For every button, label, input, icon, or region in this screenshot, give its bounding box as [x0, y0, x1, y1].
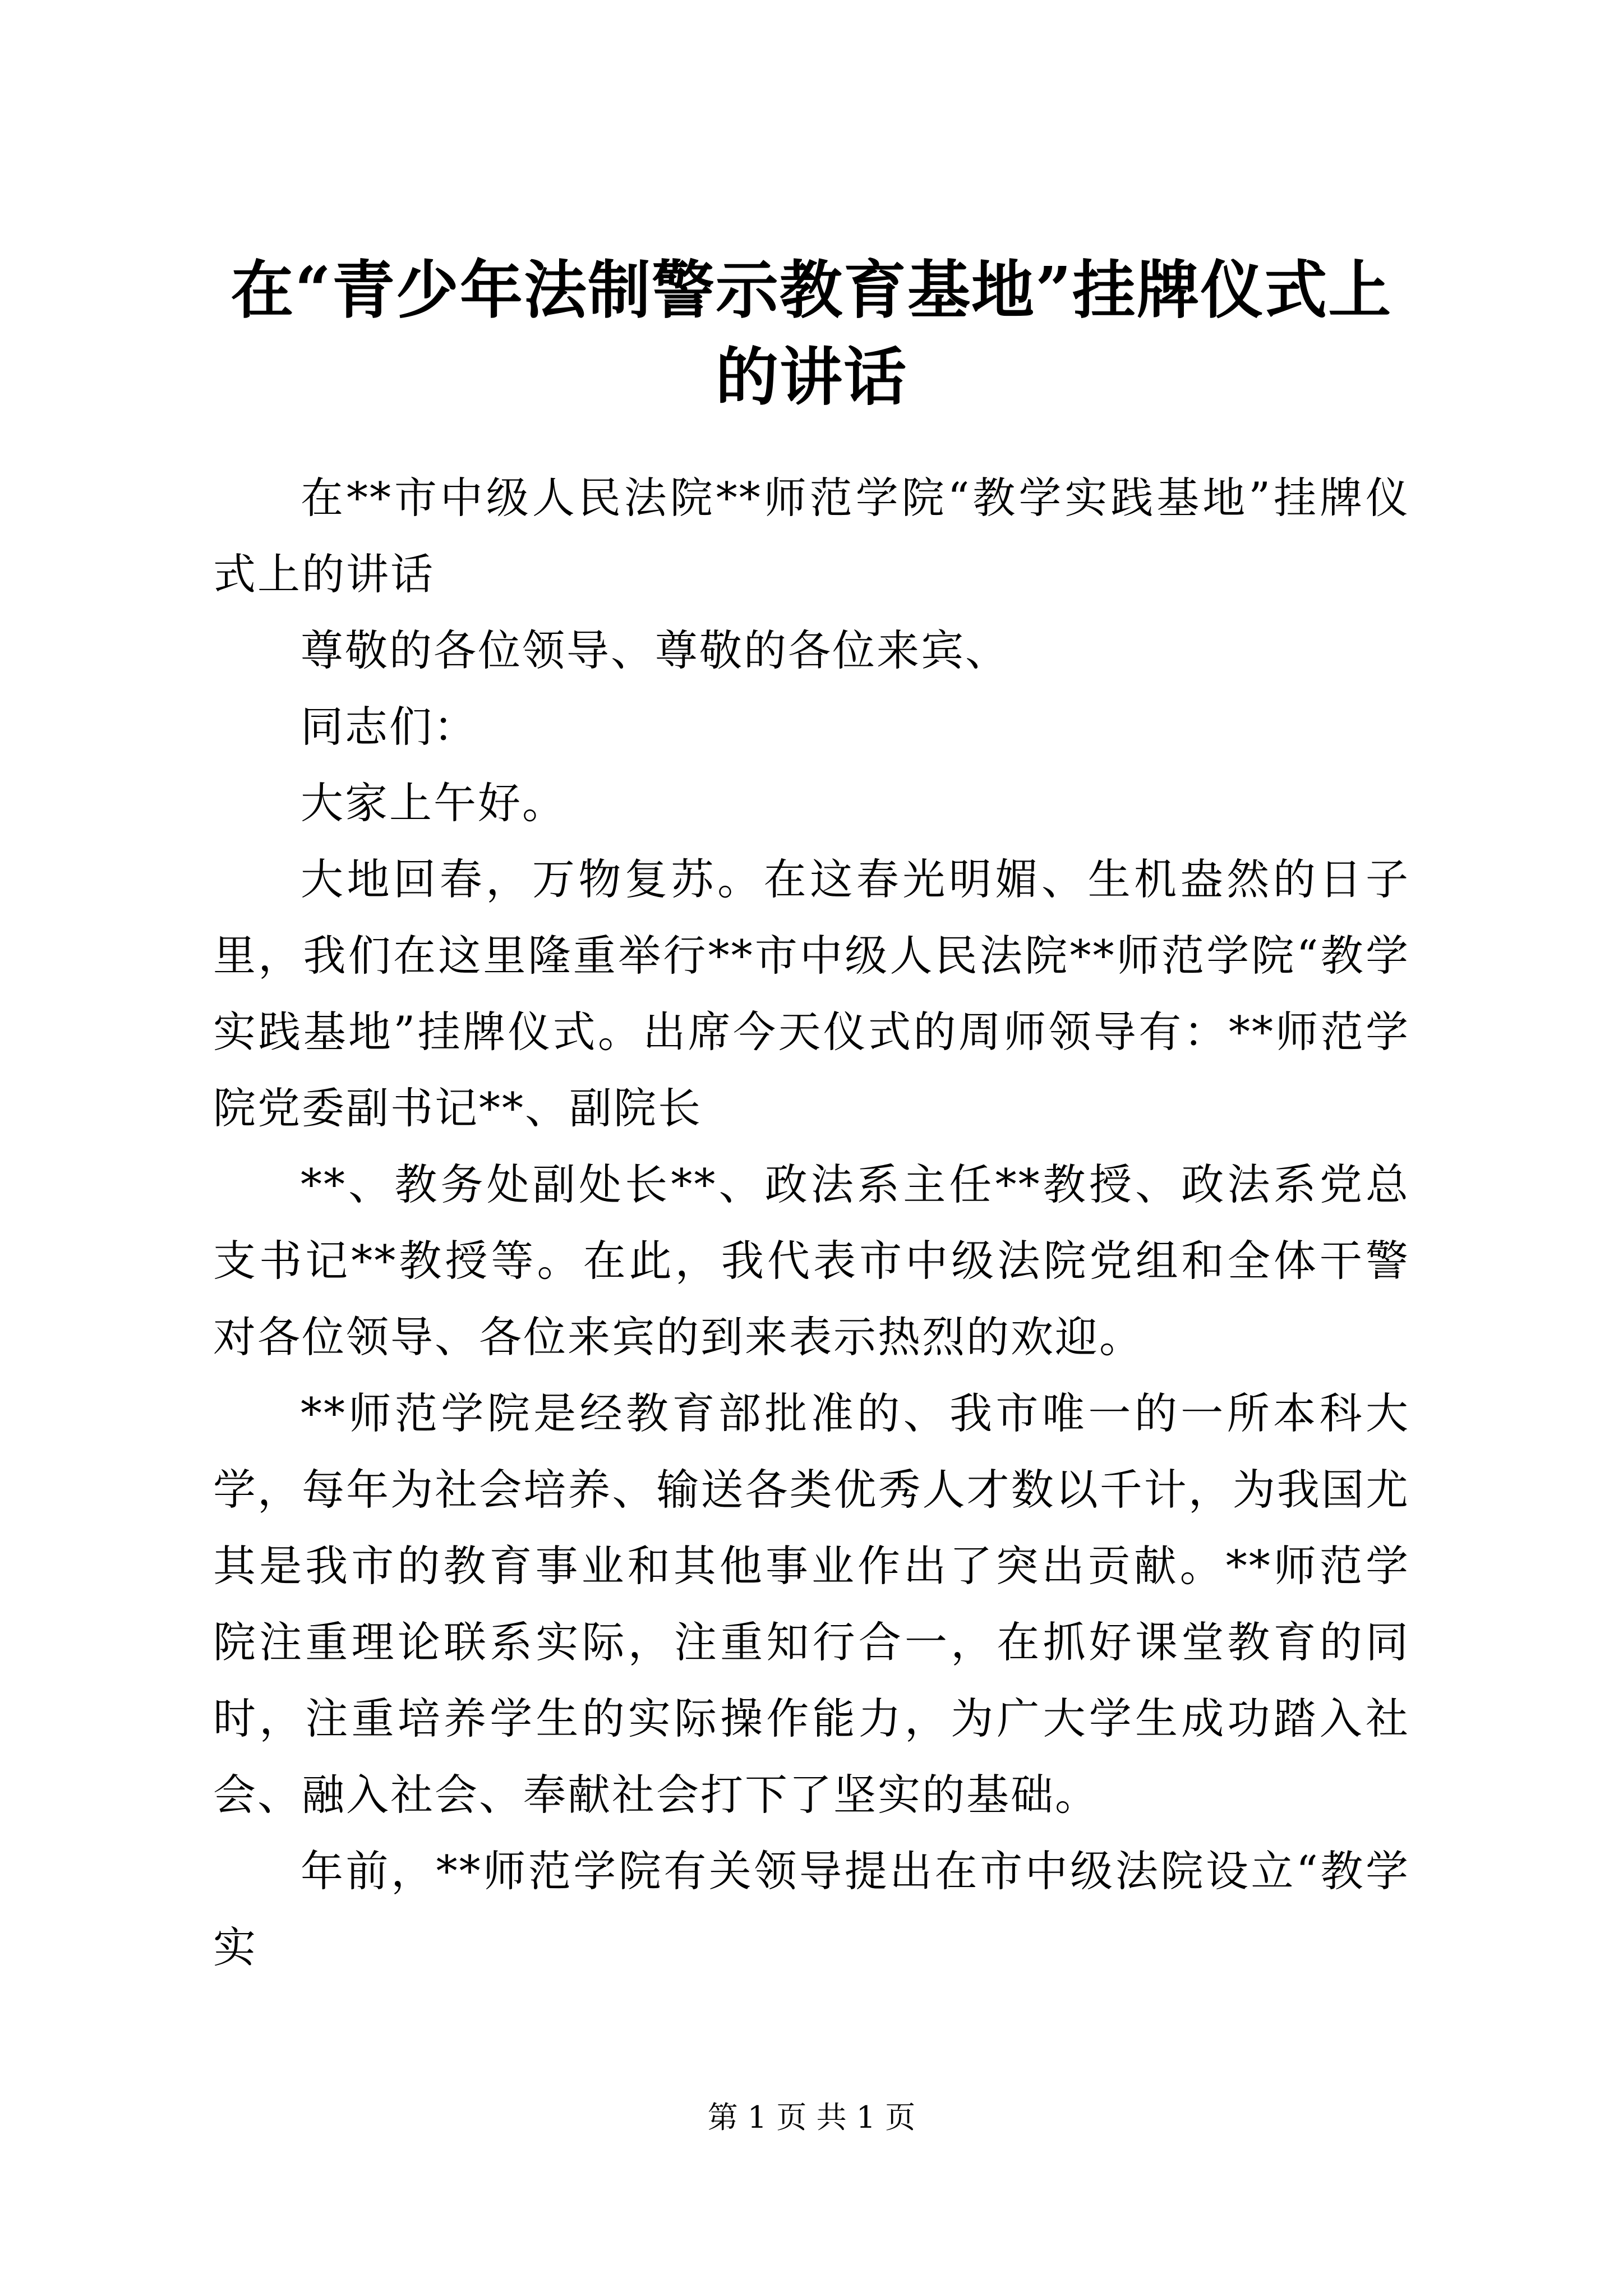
paragraph: **师范学院是经教育部批准的、我市唯一的一所本科大学，每年为社会培养、输送各类优秀人才数以千计，为我国尤其是我市的教育事业和其他事业作出了突出贡献。**师范学院注重理论联系实际，注重知行合一，在抓好课堂教育的同时，注重培养学生的实际操作能力，为广大学生成功踏入社会、融入社会、奉献社会打下了坚实的基础。 [213, 1388, 1410, 1820]
paragraph: 年前，**师范学院有关领导提出在市中级法院设立“教学实 [213, 1846, 1410, 1972]
paragraph: 尊敬的各位领导、尊敬的各位来宾、 [301, 625, 1009, 675]
paragraph: 大家上午好。 [301, 778, 566, 828]
paragraph: 同志们： [301, 702, 478, 752]
document-body [213, 460, 1410, 1986]
paragraph: **、教务处副处长**、政法系主任**教授、政法系党总支书记**教授等。在此，我代表市中级法院党组和全体干警对各位领导、各位来宾的到来表示热烈的欢迎。 [213, 1159, 1410, 1362]
document-title: 在“青少年法制警示教育基地”挂牌仪式上的讲话 [230, 254, 1393, 414]
paragraph: 在**市中级人民法院**师范学院“教学实践基地”挂牌仪式上的讲话 [213, 473, 1410, 599]
paragraph: 大地回春，万物复苏。在这春光明媚、生机盎然的日子里，我们在这里隆重举行**市中级人民法院**师范学院“教学实践基地”挂牌仪式。出席今天仪式的周师领导有：**师范学院党委副书记**、副院长 [213, 854, 1410, 1133]
page-number-footer: 第 1 页 共 1 页 [707, 2100, 916, 2135]
